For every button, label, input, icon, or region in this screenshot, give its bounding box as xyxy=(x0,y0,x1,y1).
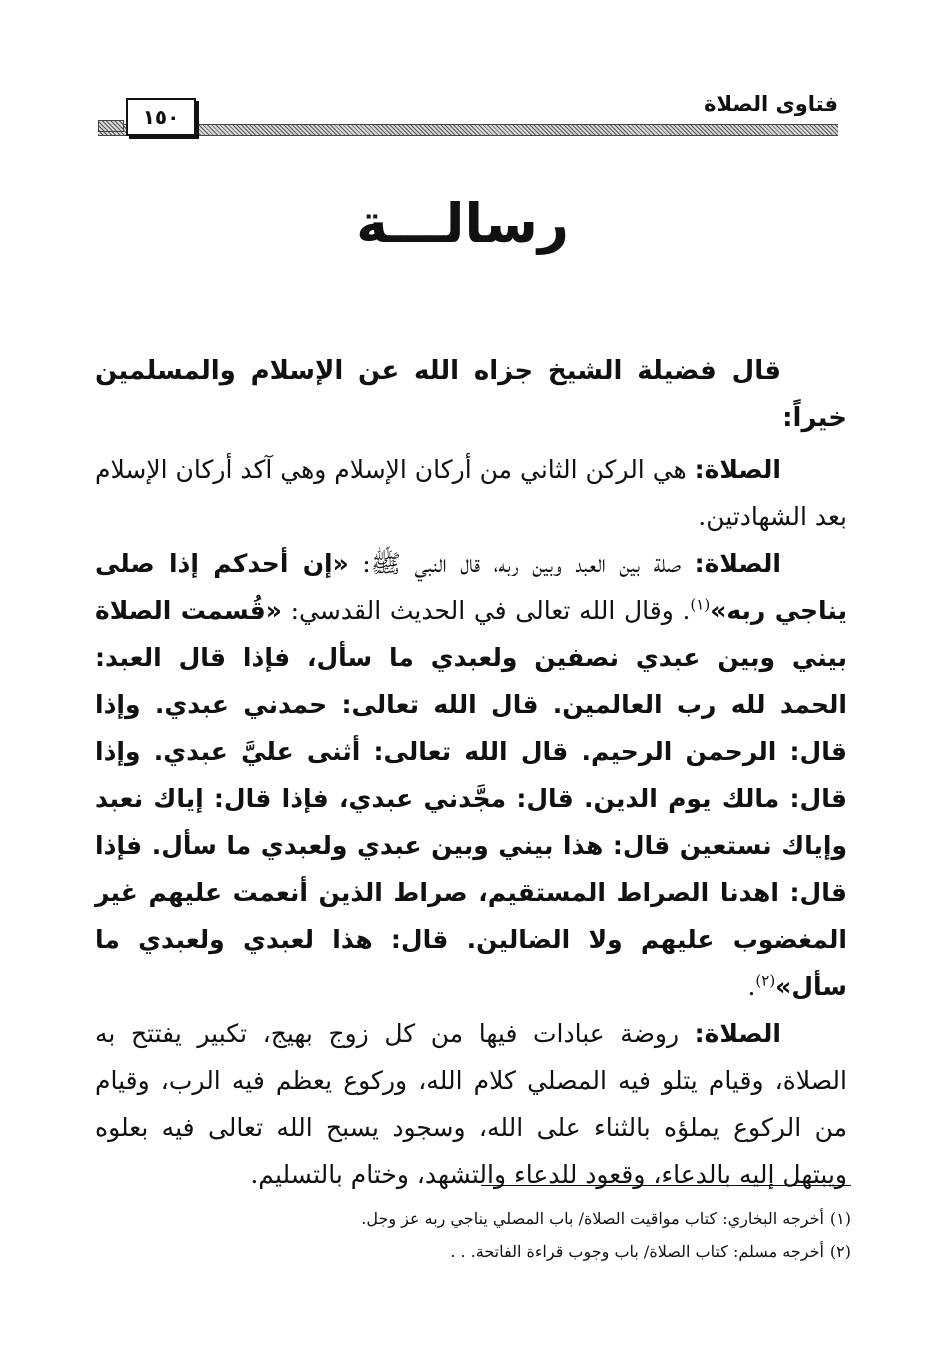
paragraph-2-text-c: . xyxy=(747,972,756,1001)
footnote-2-text: أخرجه مسلم: كتاب الصلاة/ باب وجوب قراءة الفاتحة. . . xyxy=(450,1242,824,1261)
paragraph-3 xyxy=(95,1010,847,1198)
hadith-quote: «إن أحدكم إذا صلى يناجي ربه» xyxy=(95,549,847,625)
footnote-2-number: (٢) xyxy=(829,1242,851,1261)
header-book-title: فتاوى الصلاة xyxy=(704,92,838,116)
body-text xyxy=(95,348,847,1198)
footnote-1-text: أخرجه البخاري: كتاب مواقيت الصلاة/ باب المصلي يناجي ربه عز وجل. xyxy=(361,1209,824,1228)
footnote-ref-1: (١) xyxy=(690,595,711,614)
footnote-1 xyxy=(99,1202,851,1235)
paragraph-2-text-a: صلة بين العبد وبين ربه، قال النبي ﷺ: xyxy=(348,549,695,578)
paragraph-3-text: روضة عبادات فيها من كل زوج بهيج، تكبير يفتتح به الصلاة، وقيام يتلو فيه المصلي كلام الله، وركوع يعظم فيه الرب، وقيام من الركوع يملؤه بالثناء على الله، وسجود يسبح الله تعالى فيه بعلوه ويبتهل إليه بالدعاء، وقعود للدعاء والتشهد، وختام بالتسليم. xyxy=(95,1019,847,1189)
header-hatched-stub xyxy=(98,120,124,132)
page-number: ١٥٠ xyxy=(126,98,196,136)
paragraph-1-term: الصلاة: xyxy=(694,455,781,484)
intro-line: قال فضيلة الشيخ جزاه الله عن الإسلام والمسلمين خيراً: xyxy=(95,356,847,433)
qudsi-hadith-quote: «قُسمت الصلاة بيني وبين عبدي نصفين ولعبدي ما سأل، فإذا قال العبد: الحمد لله رب العالمين. قال الله تعالى: حمدني عبدي. وإذا قال: الرحمن الرحيم. قال الله تعالى: أثنى عليَّ عبدي. وإذا قال: مالك يوم الدين. قال: مجَّدني عبدي، فإذا قال: إياك نعبد وإياك نستعين قال: هذا بيني وبين عبدي ولعبدي ما سأل. فإذا قال: اهدنا الصراط المستقيم، صراط الذين أنعمت عليهم غير المغضوب عليهم ولا الضالين. قال: هذا لعبدي ولعبدي ما سأل» xyxy=(95,596,847,1001)
header-hatched-rule xyxy=(98,124,838,136)
running-header xyxy=(98,90,838,146)
paragraph-1-text: هي الركن الثاني من أركان الإسلام وهي آكد أركان الإسلام بعد الشهادتين. xyxy=(95,455,847,531)
paragraph-2-text-b: . وقال الله تعالى في الحديث القدسي: xyxy=(281,596,691,625)
paragraph-1 xyxy=(95,446,847,540)
footnote-separator xyxy=(481,1185,851,1186)
footnotes xyxy=(99,1202,851,1268)
chapter-title: رسالـــة xyxy=(356,192,569,255)
paragraph-2-term: الصلاة: xyxy=(694,549,781,578)
paragraph-3-term: الصلاة: xyxy=(694,1019,781,1048)
footnote-2 xyxy=(99,1235,851,1268)
footnote-ref-2: (٢) xyxy=(755,971,776,990)
footnote-1-number: (١) xyxy=(829,1209,851,1228)
paragraph-2 xyxy=(95,540,847,1010)
